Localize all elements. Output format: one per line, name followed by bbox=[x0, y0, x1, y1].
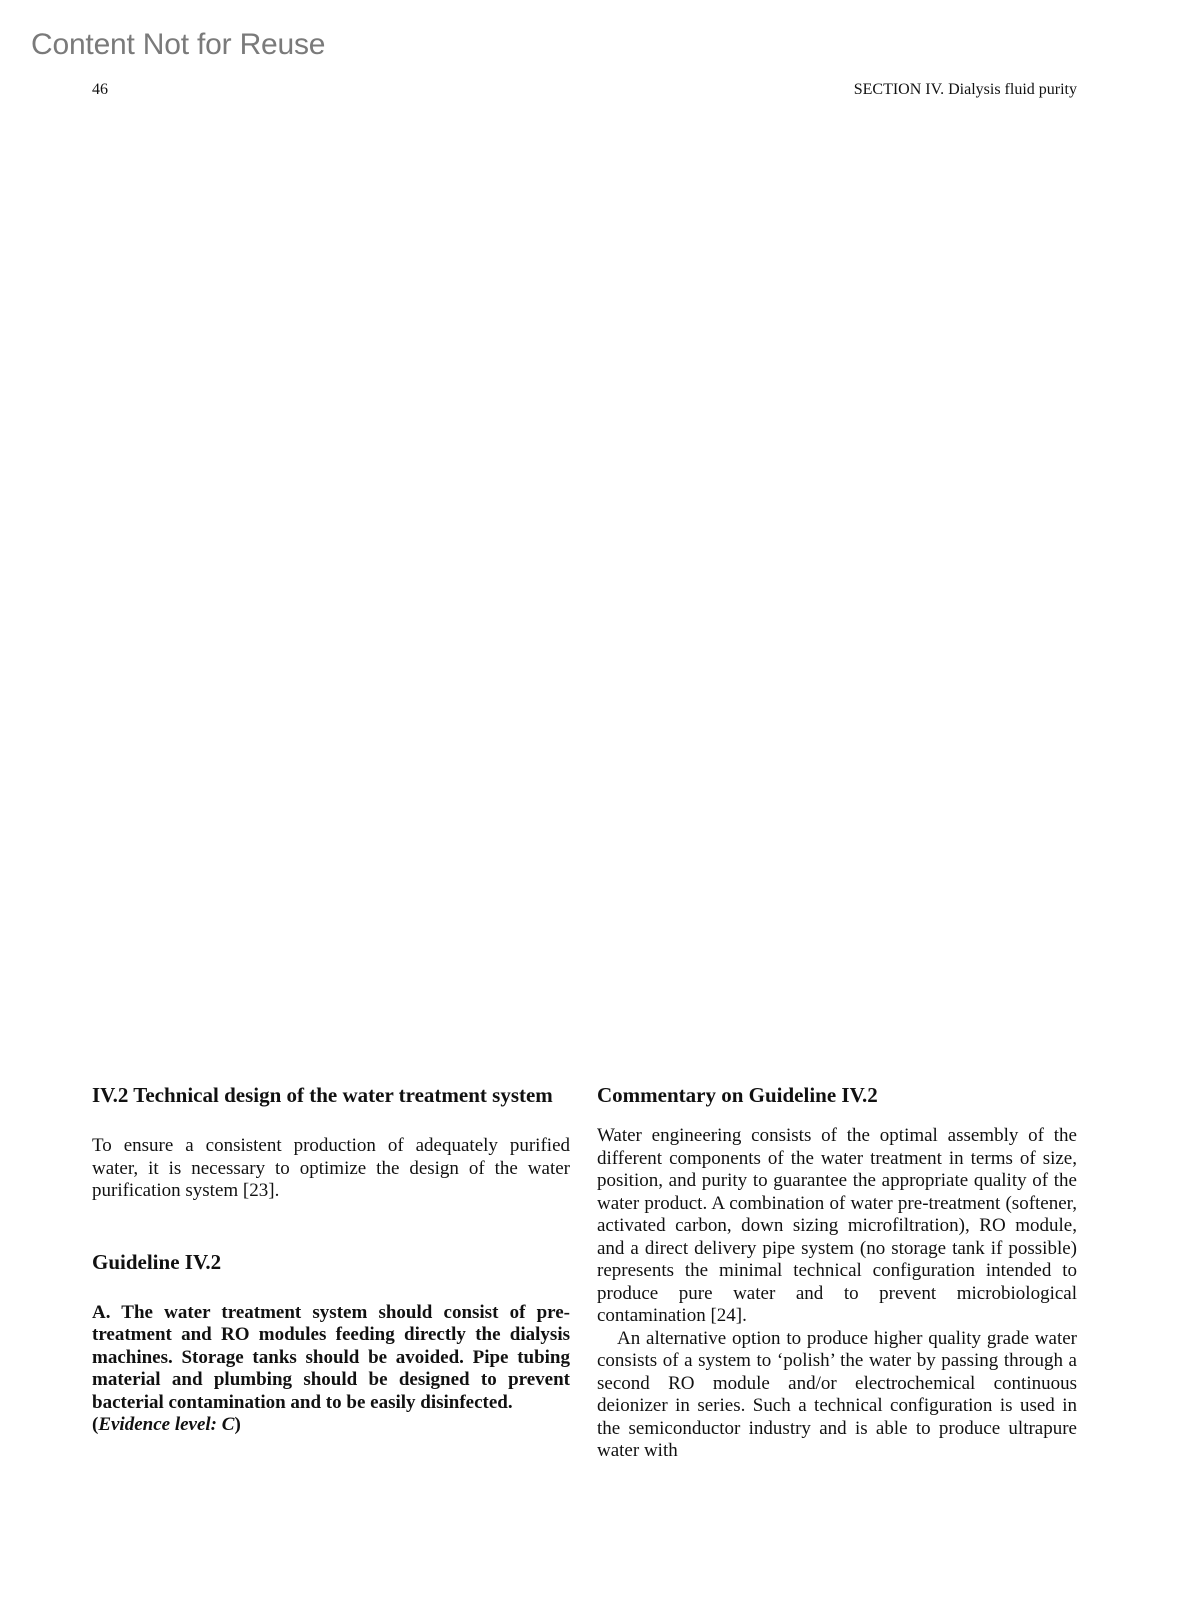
evidence-open-paren: ( bbox=[92, 1414, 99, 1435]
page-number: 46 bbox=[92, 81, 108, 98]
intro-paragraph: To ensure a consistent production of adequately purified water, it is necessary to optimize the design of the water purification system [23]. bbox=[92, 1135, 570, 1201]
commentary-paragraph-1: Water engineering consists of the optimal assembly of the different components of the water treatment in terms of size, position, and purity to guarantee the appropriate quality of the water product. A combination of water pre-treatment (softener, activated carbon, down sizing microfiltration), RO module, and a direct delivery pipe system (no storage tank if possible) represents the minimal technical configuration intended to produce pure water and to prevent microbiological contamination [24]. bbox=[597, 1125, 1077, 1326]
right-column bbox=[597, 1083, 1077, 1463]
running-section-title: SECTION IV. Dialysis fluid purity bbox=[853, 81, 1077, 98]
watermark: Content Not for Reuse bbox=[31, 28, 326, 61]
commentary-heading: Commentary on Guideline IV.2 bbox=[597, 1083, 878, 1107]
evidence-close-paren: ) bbox=[234, 1414, 241, 1435]
left-column bbox=[92, 1083, 570, 1437]
evidence-label: Evidence level: C bbox=[98, 1414, 235, 1435]
evidence-level bbox=[92, 1414, 570, 1437]
guideline-text: A. The water treatment system should consist of pre-treatment and RO modules feeding directly the dialysis machines. Storage tanks should be avoided. Pipe tubing material and plumbing should be designed to prevent bacterial contamination and to be easily disinfected. bbox=[92, 1301, 570, 1413]
guideline-heading: Guideline IV.2 bbox=[92, 1249, 222, 1274]
section-heading: IV.2 Technical design of the water treatment system bbox=[92, 1083, 553, 1107]
commentary-paragraph-2: An alternative option to produce higher quality grade water consists of a system to ‘polish’ the water by passing through a second RO module and/or electrochemical continuous deionizer in series. Such a technical configuration is used in the semiconductor industry and is able to produce ultrapure water with bbox=[597, 1327, 1077, 1461]
